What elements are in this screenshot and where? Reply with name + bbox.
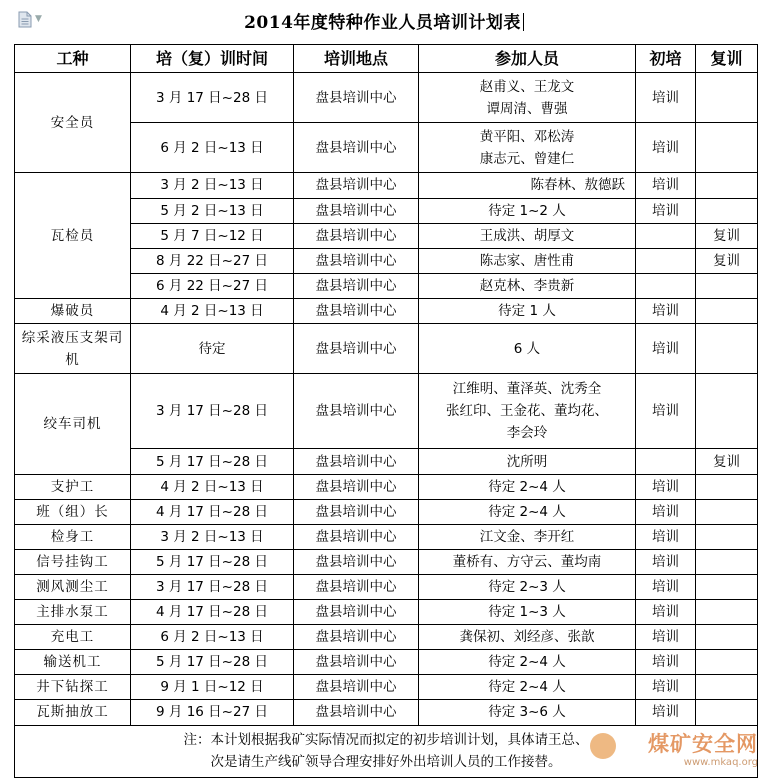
time-cell: 4 月 2 日~13 日 bbox=[131, 298, 294, 323]
retrain-cell bbox=[696, 700, 758, 725]
type-cell: 测风测尘工 bbox=[15, 574, 131, 599]
people-cell bbox=[419, 123, 636, 173]
initial-cell: 培训 bbox=[636, 474, 696, 499]
initial-cell: 培训 bbox=[636, 323, 696, 373]
retrain-cell: 复训 bbox=[696, 223, 758, 248]
time-cell: 3 月 17 日~28 日 bbox=[131, 374, 294, 449]
location-cell: 盘县培训中心 bbox=[294, 449, 419, 474]
header-type: 工种 bbox=[15, 45, 131, 73]
retrain-cell bbox=[696, 323, 758, 373]
initial-cell: 培训 bbox=[636, 173, 696, 198]
initial-cell bbox=[636, 223, 696, 248]
initial-cell: 培训 bbox=[636, 123, 696, 173]
retrain-cell bbox=[696, 474, 758, 499]
header-retrain: 复训 bbox=[696, 45, 758, 73]
retrain-cell bbox=[696, 374, 758, 449]
location-cell: 盘县培训中心 bbox=[294, 123, 419, 173]
person-line: 龚保初、刘经彦、张歆 bbox=[459, 629, 595, 646]
retrain-cell bbox=[696, 625, 758, 650]
header-people: 参加人员 bbox=[419, 45, 636, 73]
text-cursor bbox=[523, 13, 524, 31]
location-cell: 盘县培训中心 bbox=[294, 173, 419, 198]
location-cell: 盘县培训中心 bbox=[294, 248, 419, 273]
type-cell: 支护工 bbox=[15, 474, 131, 499]
time-cell: 6 月 22 日~27 日 bbox=[131, 273, 294, 298]
people-cell bbox=[419, 198, 636, 223]
location-cell: 盘县培训中心 bbox=[294, 499, 419, 524]
person-line: 待定 3~6 人 bbox=[488, 704, 566, 721]
initial-cell: 培训 bbox=[636, 549, 696, 574]
location-cell: 盘县培训中心 bbox=[294, 223, 419, 248]
location-cell: 盘县培训中心 bbox=[294, 374, 419, 449]
people-cell bbox=[419, 574, 636, 599]
type-cell: 主排水泵工 bbox=[15, 600, 131, 625]
table-row bbox=[15, 700, 758, 725]
type-cell: 瓦斯抽放工 bbox=[15, 700, 131, 725]
person-line: 康志元、曾建仁 bbox=[479, 150, 575, 167]
table-row bbox=[15, 675, 758, 700]
person-line: 待定 1~2 人 bbox=[488, 202, 566, 219]
table-row bbox=[15, 524, 758, 549]
page-title: 2014年度特种作业人员培训计划表 bbox=[0, 8, 768, 33]
note-line: 次是请生产线矿领导合理安排好外出培训人员的工作接替。 bbox=[210, 754, 562, 771]
retrain-cell bbox=[696, 574, 758, 599]
type-cell: 充电工 bbox=[15, 625, 131, 650]
retrain-cell bbox=[696, 198, 758, 223]
time-cell: 3 月 17 日~28 日 bbox=[131, 73, 294, 123]
people-cell bbox=[419, 173, 636, 198]
retrain-cell bbox=[696, 675, 758, 700]
retrain-cell bbox=[696, 273, 758, 298]
initial-cell: 培训 bbox=[636, 73, 696, 123]
person-line: 待定 2~4 人 bbox=[488, 478, 566, 495]
note-row bbox=[15, 725, 758, 777]
person-line: 赵克林、李贵新 bbox=[479, 277, 575, 294]
retrain-cell bbox=[696, 298, 758, 323]
header-location: 培训地点 bbox=[294, 45, 419, 73]
time-cell: 3 月 2 日~13 日 bbox=[131, 524, 294, 549]
people-cell bbox=[419, 273, 636, 298]
watermark-url: www.mkaq.org bbox=[683, 757, 758, 768]
training-plan-table bbox=[14, 44, 758, 778]
people-cell bbox=[419, 650, 636, 675]
people-cell bbox=[419, 449, 636, 474]
retrain-cell bbox=[696, 600, 758, 625]
people-cell bbox=[419, 73, 636, 123]
location-cell: 盘县培训中心 bbox=[294, 298, 419, 323]
table-header-row bbox=[15, 45, 758, 73]
table-row bbox=[15, 374, 758, 449]
table-row bbox=[15, 499, 758, 524]
location-cell: 盘县培训中心 bbox=[294, 574, 419, 599]
person-line: 谭周清、曹强 bbox=[486, 100, 568, 117]
header-time: 培（复）训时间 bbox=[131, 45, 294, 73]
initial-cell: 培训 bbox=[636, 574, 696, 599]
initial-cell: 培训 bbox=[636, 499, 696, 524]
retrain-cell bbox=[696, 173, 758, 198]
people-cell bbox=[419, 600, 636, 625]
type-cell: 安全员 bbox=[15, 73, 131, 173]
person-line: 董桥有、方守云、董均南 bbox=[452, 553, 602, 570]
table-row bbox=[15, 650, 758, 675]
time-cell: 4 月 17 日~28 日 bbox=[131, 499, 294, 524]
table-row bbox=[15, 549, 758, 574]
table-row bbox=[15, 173, 758, 198]
person-line: 6 人 bbox=[513, 340, 541, 357]
table-row bbox=[15, 625, 758, 650]
person-line: 待定 1~3 人 bbox=[488, 604, 566, 621]
person-line: 黄平阳、邓松涛 bbox=[479, 128, 575, 145]
location-cell: 盘县培训中心 bbox=[294, 273, 419, 298]
time-cell: 3 月 2 日~13 日 bbox=[131, 173, 294, 198]
people-cell bbox=[419, 524, 636, 549]
type-cell: 输送机工 bbox=[15, 650, 131, 675]
initial-cell bbox=[636, 449, 696, 474]
initial-cell: 培训 bbox=[636, 700, 696, 725]
people-cell bbox=[419, 549, 636, 574]
retrain-cell bbox=[696, 549, 758, 574]
location-cell: 盘县培训中心 bbox=[294, 524, 419, 549]
retrain-cell: 复训 bbox=[696, 248, 758, 273]
type-cell: 瓦检员 bbox=[15, 173, 131, 298]
people-cell bbox=[419, 298, 636, 323]
initial-cell: 培训 bbox=[636, 625, 696, 650]
time-cell: 9 月 1 日~12 日 bbox=[131, 675, 294, 700]
type-cell: 绞车司机 bbox=[15, 374, 131, 474]
people-cell bbox=[419, 499, 636, 524]
retrain-cell: 复训 bbox=[696, 449, 758, 474]
person-line: 李会玲 bbox=[506, 425, 548, 442]
type-cell: 爆破员 bbox=[15, 298, 131, 323]
time-cell: 6 月 2 日~13 日 bbox=[131, 625, 294, 650]
time-cell: 6 月 2 日~13 日 bbox=[131, 123, 294, 173]
retrain-cell bbox=[696, 499, 758, 524]
location-cell: 盘县培训中心 bbox=[294, 198, 419, 223]
time-cell: 9 月 16 日~27 日 bbox=[131, 700, 294, 725]
initial-cell: 培训 bbox=[636, 524, 696, 549]
person-line: 江文金、李开红 bbox=[479, 528, 575, 545]
time-cell: 5 月 17 日~28 日 bbox=[131, 650, 294, 675]
location-cell: 盘县培训中心 bbox=[294, 600, 419, 625]
time-cell: 5 月 2 日~13 日 bbox=[131, 198, 294, 223]
type-cell: 信号挂钩工 bbox=[15, 549, 131, 574]
person-line: 待定 2~4 人 bbox=[488, 654, 566, 671]
header-initial: 初培 bbox=[636, 45, 696, 73]
type-cell: 班（组）长 bbox=[15, 499, 131, 524]
people-cell bbox=[419, 675, 636, 700]
retrain-cell bbox=[696, 123, 758, 173]
table-row bbox=[15, 73, 758, 123]
person-line: 张红印、王金花、董均花、 bbox=[446, 403, 608, 420]
location-cell: 盘县培训中心 bbox=[294, 675, 419, 700]
location-cell: 盘县培训中心 bbox=[294, 625, 419, 650]
location-cell: 盘县培训中心 bbox=[294, 474, 419, 499]
initial-cell bbox=[636, 248, 696, 273]
initial-cell: 培训 bbox=[636, 600, 696, 625]
table-row bbox=[15, 298, 758, 323]
type-cell: 综采液压支架司机 bbox=[15, 323, 131, 373]
person-line: 陈志家、唐性甫 bbox=[479, 252, 575, 269]
initial-cell: 培训 bbox=[636, 374, 696, 449]
chevron-down-icon[interactable]: ▼ bbox=[35, 14, 42, 24]
time-cell: 5 月 17 日~28 日 bbox=[131, 449, 294, 474]
note-cell bbox=[15, 725, 758, 777]
time-cell: 待定 bbox=[131, 323, 294, 373]
initial-cell: 培训 bbox=[636, 298, 696, 323]
location-cell: 盘县培训中心 bbox=[294, 73, 419, 123]
time-cell: 8 月 22 日~27 日 bbox=[131, 248, 294, 273]
type-cell: 井下钻探工 bbox=[15, 675, 131, 700]
person-line: 陈春林、敖德跃 bbox=[530, 177, 625, 194]
person-line: 江维明、董泽英、沈秀全 bbox=[452, 381, 602, 398]
initial-cell: 培训 bbox=[636, 650, 696, 675]
people-cell bbox=[419, 248, 636, 273]
people-cell bbox=[419, 700, 636, 725]
people-cell bbox=[419, 474, 636, 499]
watermark-text: 煤矿安全网 bbox=[648, 731, 758, 756]
person-line: 待定 2~4 人 bbox=[488, 679, 566, 696]
retrain-cell bbox=[696, 73, 758, 123]
people-cell bbox=[419, 223, 636, 248]
person-line: 赵甫义、王龙文 bbox=[479, 78, 575, 95]
people-cell bbox=[419, 323, 636, 373]
initial-cell: 培训 bbox=[636, 198, 696, 223]
location-cell: 盘县培训中心 bbox=[294, 323, 419, 373]
table-row bbox=[15, 574, 758, 599]
initial-cell bbox=[636, 273, 696, 298]
table-row bbox=[15, 323, 758, 373]
person-line: 王成洪、胡厚文 bbox=[479, 227, 575, 244]
type-cell: 检身工 bbox=[15, 524, 131, 549]
location-cell: 盘县培训中心 bbox=[294, 549, 419, 574]
initial-cell: 培训 bbox=[636, 675, 696, 700]
person-line: 待定 2~4 人 bbox=[488, 503, 566, 520]
time-cell: 5 月 7 日~12 日 bbox=[131, 223, 294, 248]
person-line: 待定 1 人 bbox=[498, 302, 556, 319]
time-cell: 4 月 17 日~28 日 bbox=[131, 600, 294, 625]
time-cell: 5 月 17 日~28 日 bbox=[131, 549, 294, 574]
location-cell: 盘县培训中心 bbox=[294, 700, 419, 725]
person-line: 沈所明 bbox=[506, 453, 548, 470]
people-cell bbox=[419, 374, 636, 449]
people-cell bbox=[419, 625, 636, 650]
note-line: 注：本计划根据我矿实际情况而拟定的初步培训计划，具体请王总、 bbox=[183, 732, 589, 749]
location-cell: 盘县培训中心 bbox=[294, 650, 419, 675]
retrain-cell bbox=[696, 524, 758, 549]
retrain-cell bbox=[696, 650, 758, 675]
time-cell: 3 月 17 日~28 日 bbox=[131, 574, 294, 599]
table-row bbox=[15, 600, 758, 625]
person-line: 待定 2~3 人 bbox=[488, 579, 566, 595]
time-cell: 4 月 2 日~13 日 bbox=[131, 474, 294, 499]
table-row bbox=[15, 474, 758, 499]
